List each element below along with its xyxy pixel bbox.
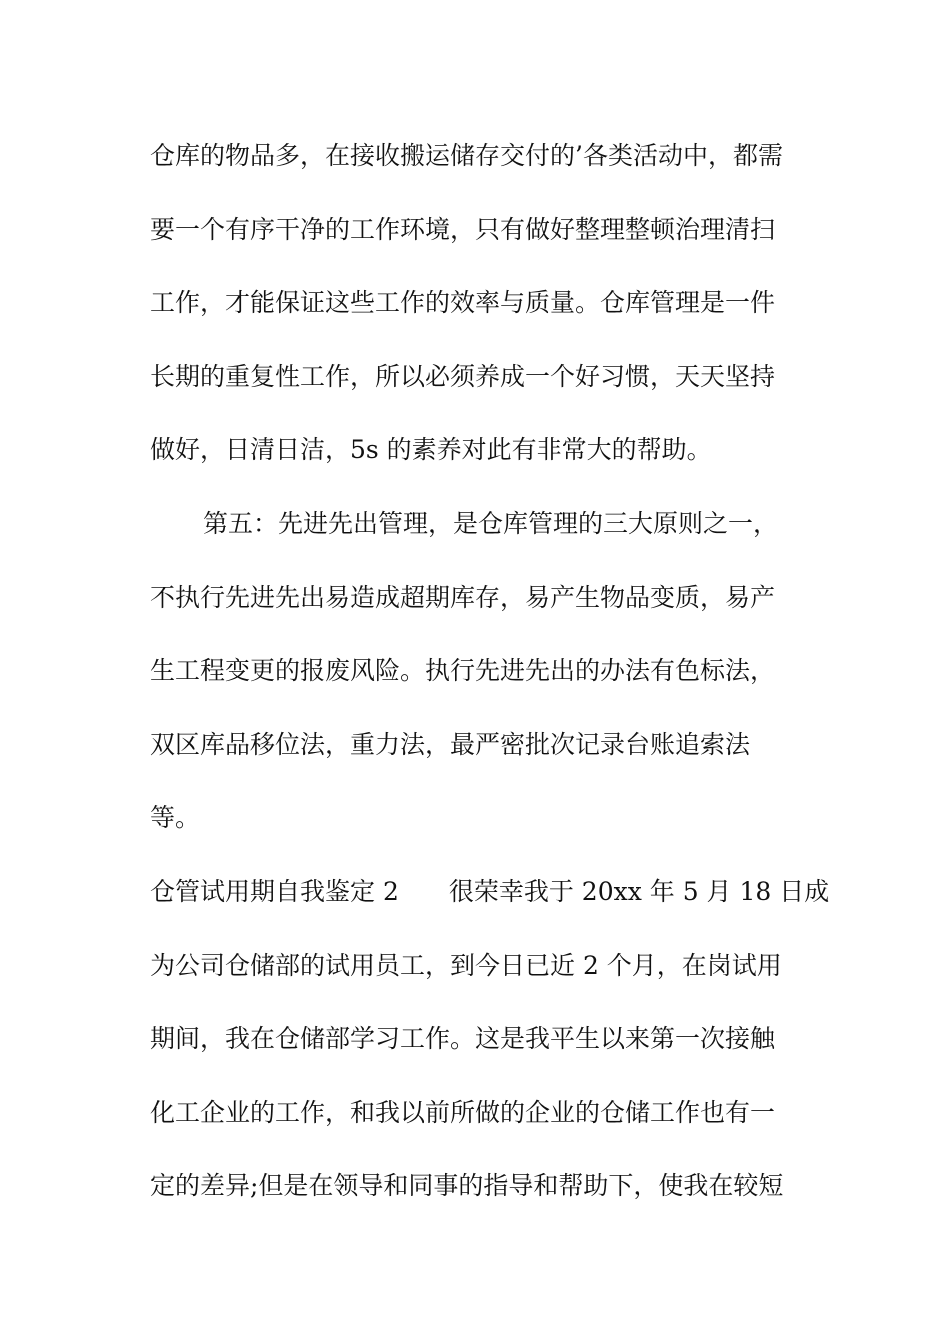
text-line: 定的差异;但是在领导和同事的指导和帮助下，使我在较短 [150,1171,784,1201]
text-line: 化工企业的工作，和我以前所做的企业的仓储工作也有一 [150,1097,776,1127]
text-line: 长期的重复性工作，所以必须养成一个好习惯，天天坚持 [150,361,776,391]
text-line: 等。 [150,803,201,833]
text-line: 工作，才能保证这些工作的效率与质量。仓库管理是一件 [150,288,776,318]
section-heading-line: 仓管试用期自我鉴定 2 很荣幸我于 20xx 年 5 月 18 日成 [150,876,830,906]
text-line: 双区库品移位法，重力法，最严密批次记录台账追索法 [150,729,751,759]
text-line: 仓库的物品多，在接收搬运储存交付的’各类活动中，都需 [150,141,783,170]
paragraph-start-line: 第五：先进先出管理，是仓库管理的三大原则之一， [203,508,779,538]
document-body [150,126,830,1230]
text-line: 生工程变更的报废风险。执行先进先出的办法有色标法， [150,656,776,686]
text-line: 不执行先进先出易造成超期库存，易产生物品变质，易产 [150,582,776,612]
text-line: 做好，日清日洁，5s 的素养对此有非常大的帮助。 [150,435,712,465]
text-line: 为公司仓储部的试用员工，到今日已近 2 个月，在岗试用 [150,950,782,980]
text-line: 期间，我在仓储部学习工作。这是我平生以来第一次接触 [150,1024,776,1054]
text-line: 要一个有序干净的工作环境，只有做好整理整顿治理清扫 [150,214,776,244]
